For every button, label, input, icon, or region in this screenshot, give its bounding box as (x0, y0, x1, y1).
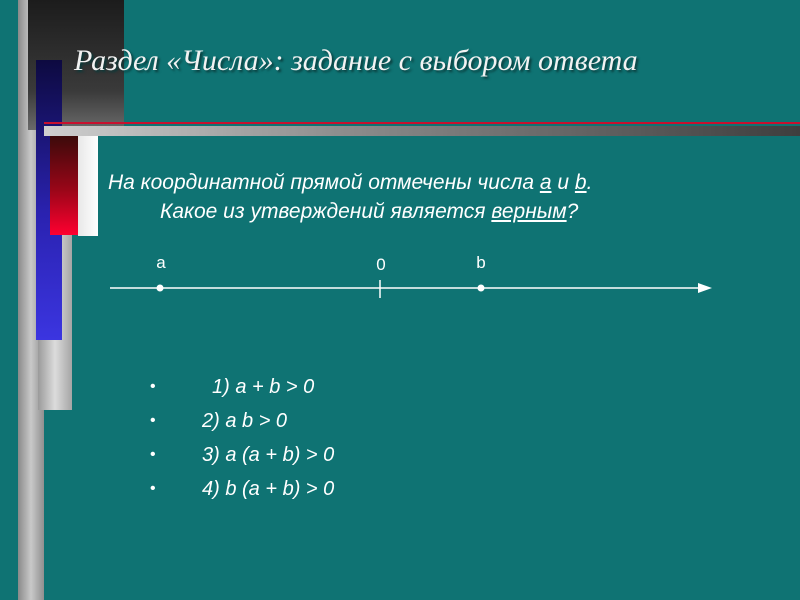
bullet-icon: • (150, 480, 156, 497)
variable-b: b (574, 171, 587, 194)
number-line-arrow-icon (698, 283, 712, 293)
bullet-icon: • (150, 446, 156, 463)
question-line1-prefix: На координатной прямой отмечены числа (108, 171, 540, 194)
answer-option-text: 2) a b > 0 (202, 410, 288, 432)
variable-a: a (539, 171, 552, 194)
point-b (478, 285, 485, 292)
bullet-icon: • (150, 378, 156, 395)
question-line2-prefix: Какое из утверждений является (160, 200, 492, 223)
label-zero: 0 (376, 255, 386, 274)
point-a (157, 285, 164, 292)
answer-option-text: 1) a + b > 0 (212, 376, 315, 398)
question-line1-suffix: . (586, 171, 593, 194)
answer-option-text: 3) a (a + b) > 0 (202, 444, 335, 466)
question-line2-suffix: ? (566, 200, 579, 223)
label-b: b (476, 253, 486, 272)
question-emphasis: верным (491, 200, 567, 223)
slide-title: Раздел «Числа»: задание с выбором ответа (74, 44, 638, 77)
answer-option-text: 4) b (a + b) > 0 (202, 478, 335, 500)
bullet-icon: • (150, 412, 156, 429)
label-a: a (156, 253, 166, 272)
question-conj: и (551, 171, 575, 194)
